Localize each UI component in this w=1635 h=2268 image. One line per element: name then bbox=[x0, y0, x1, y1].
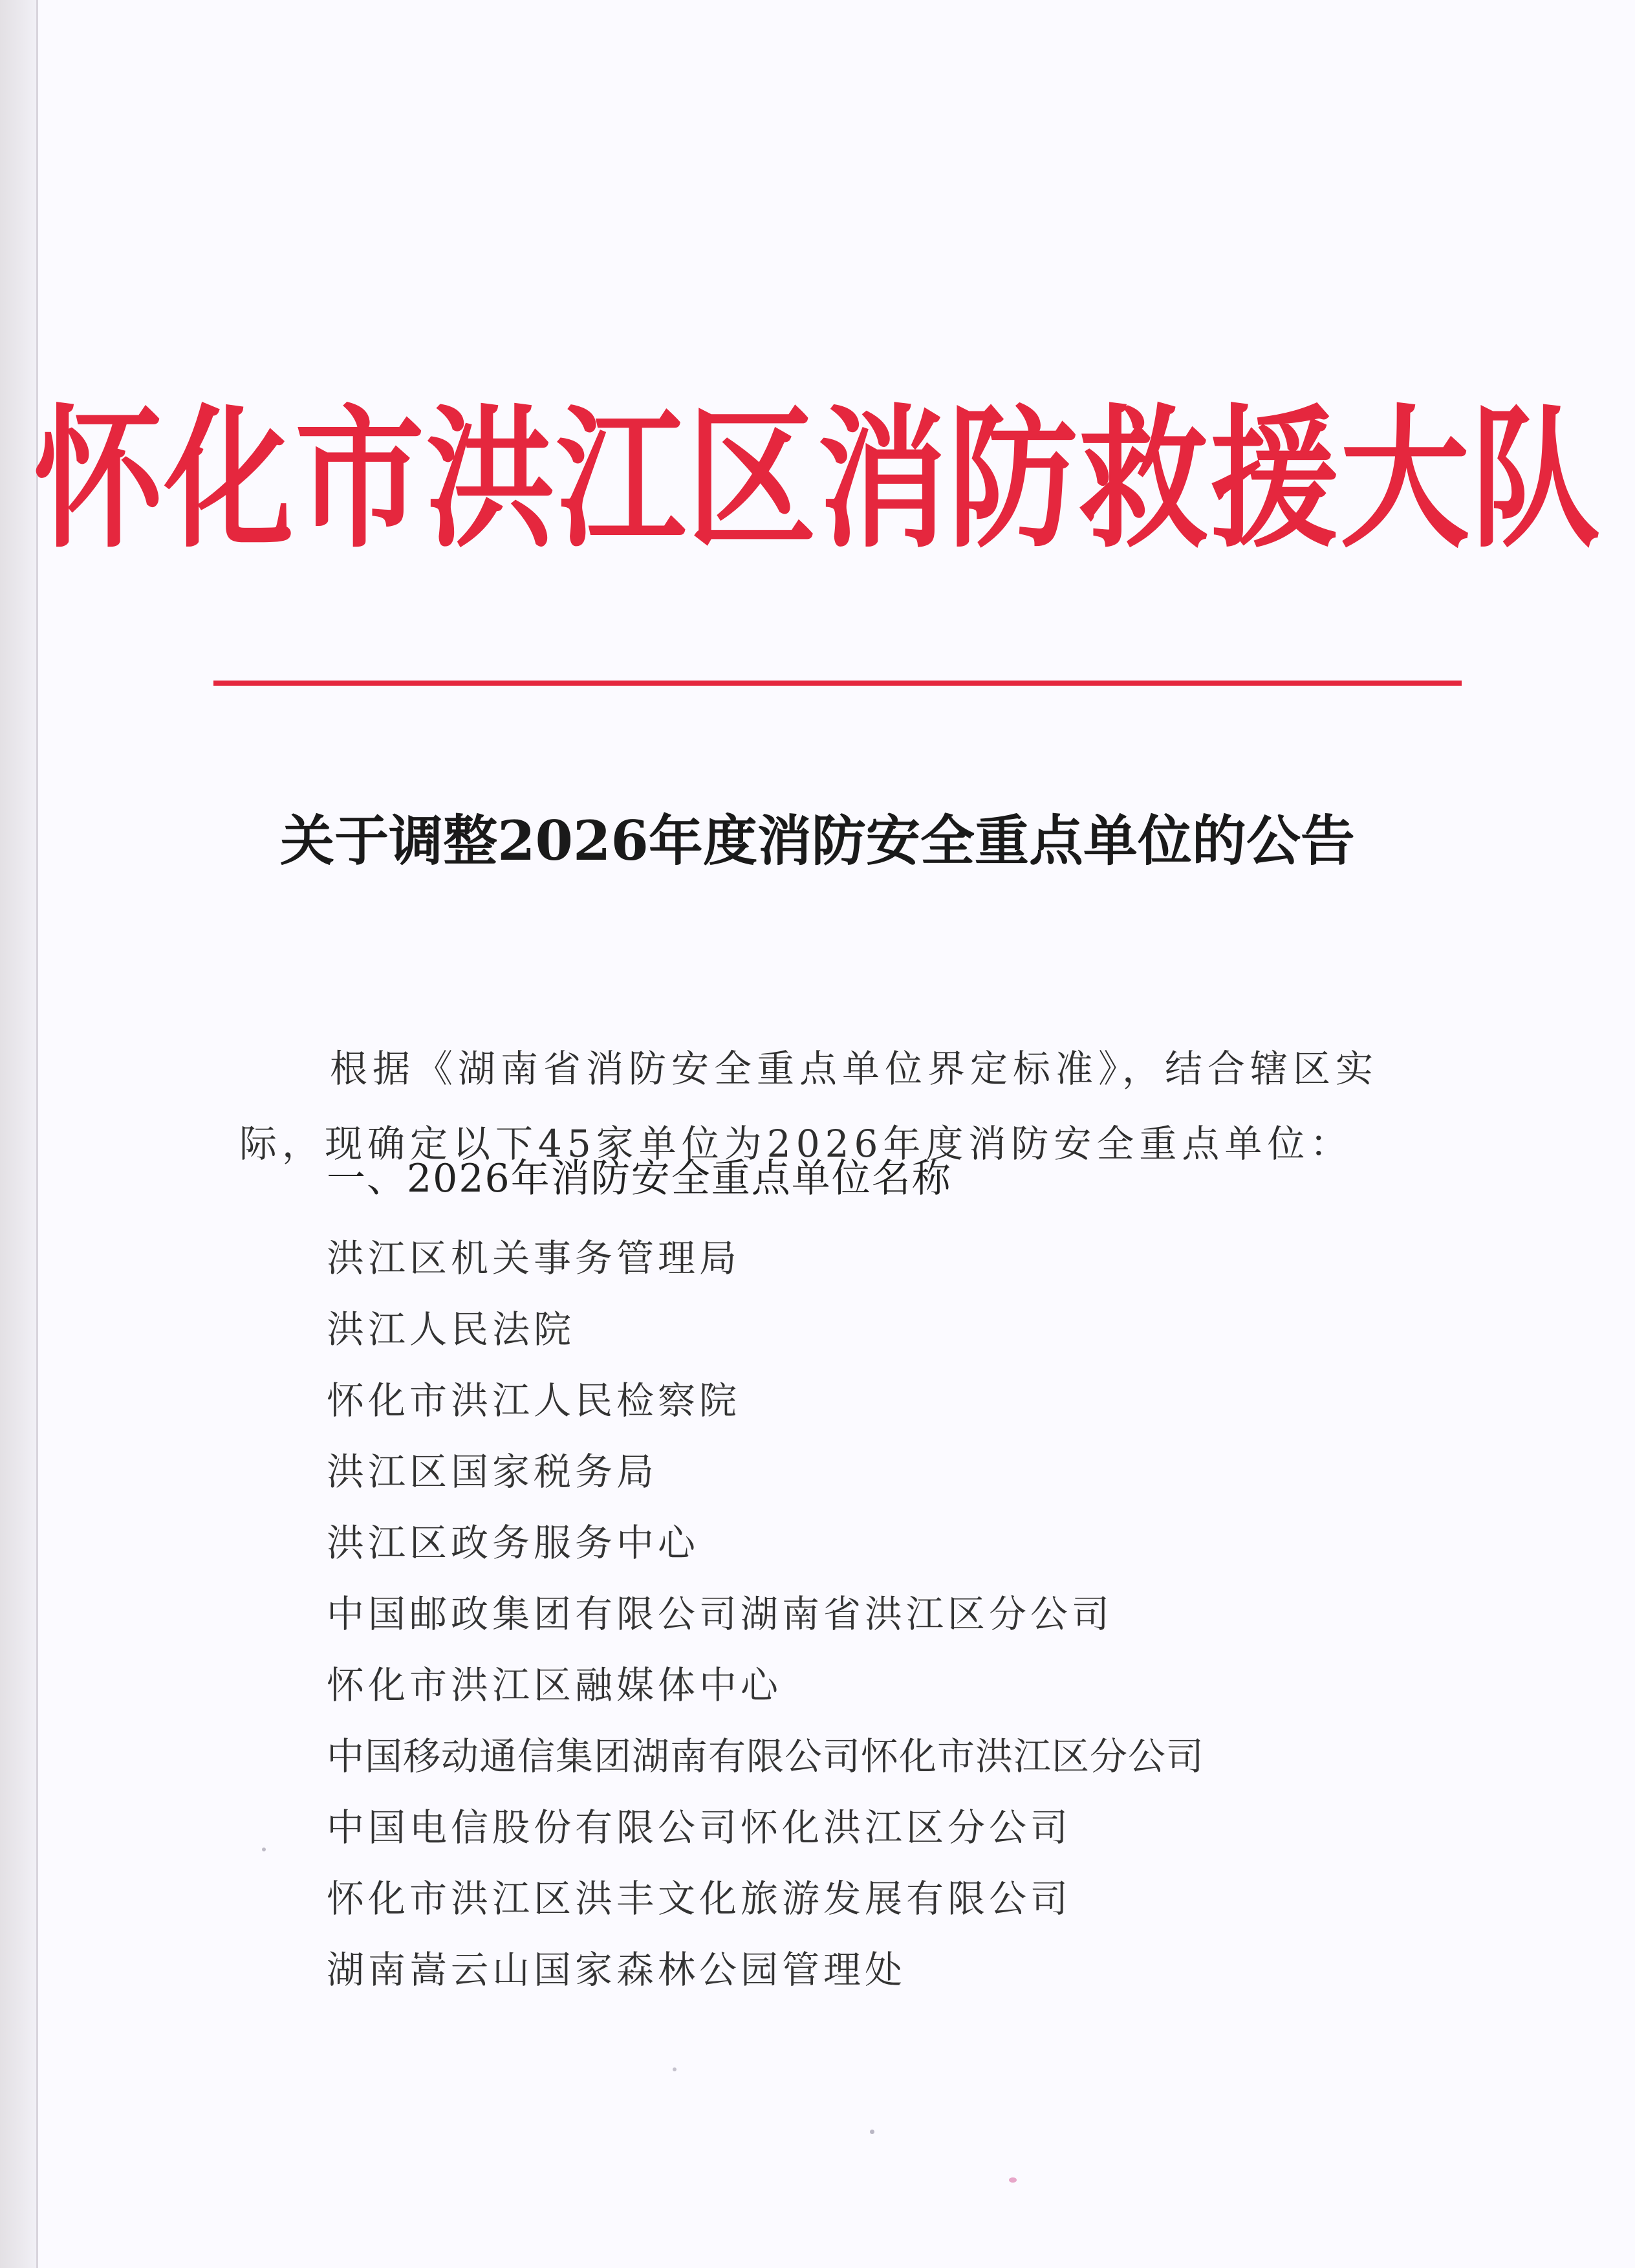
section-heading: 一、2026年消防安全重点单位名称 bbox=[327, 1156, 952, 1201]
list-item: 洪江区机关事务管理局 bbox=[327, 1236, 741, 1280]
ink-speck bbox=[673, 2067, 677, 2071]
list-item: 湖南嵩云山国家森林公园管理处 bbox=[327, 1948, 907, 1992]
document-title: 关于调整2026年度消防安全重点单位的公告 bbox=[280, 809, 1355, 873]
list-item: 洪江人民法院 bbox=[327, 1307, 576, 1351]
list-item: 中国邮政集团有限公司湖南省洪江区分公司 bbox=[327, 1592, 1114, 1636]
paper-edge bbox=[36, 0, 38, 2268]
ink-speck bbox=[1009, 2177, 1017, 2183]
list-item: 中国移动通信集团湖南有限公司怀化市洪江区分公司 bbox=[327, 1734, 1205, 1778]
red-divider-line bbox=[213, 681, 1462, 686]
ink-speck bbox=[262, 1848, 266, 1851]
list-item: 怀化市洪江区洪丰文化旅游发展有限公司 bbox=[327, 1877, 1072, 1921]
list-item: 怀化市洪江人民检察院 bbox=[327, 1379, 741, 1423]
issuer-header: 怀化市洪江区消防救援大队 bbox=[33, 389, 1601, 569]
intro-paragraph: 根据《湖南省消防安全重点单位界定标准》，结合辖区实际，现确定以下45家单位为2026年度消防安全重点单位： bbox=[239, 1047, 1379, 1166]
ink-speck bbox=[870, 2130, 874, 2134]
list-item: 洪江区国家税务局 bbox=[327, 1450, 658, 1494]
list-item: 怀化市洪江区融媒体中心 bbox=[327, 1663, 783, 1707]
unit-list bbox=[327, 1223, 1204, 2005]
list-item: 洪江区政务服务中心 bbox=[327, 1521, 700, 1565]
scan-margin bbox=[0, 0, 36, 2268]
list-item: 中国电信股份有限公司怀化洪江区分公司 bbox=[327, 1805, 1072, 1849]
